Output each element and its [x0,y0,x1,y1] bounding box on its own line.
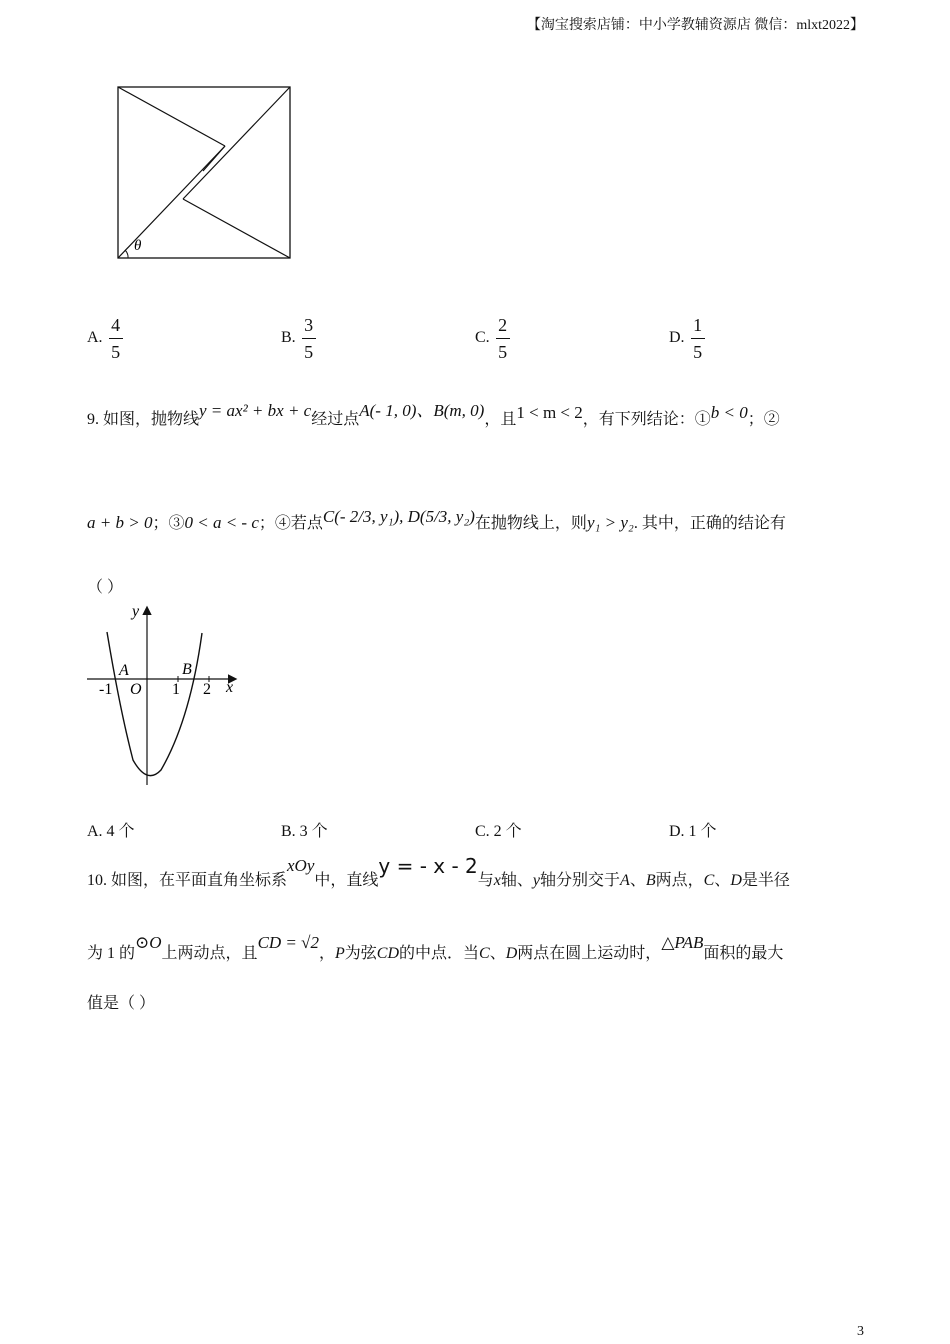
tick-2: 2 [203,681,211,698]
theta-label: θ [134,238,142,254]
pinwheel-square-figure [110,80,300,266]
q10-line-1: 10. 如图，在平面直角坐标系xOy中，直线y = - x - 2与x轴、y轴分别交于A、B两点，C、D是半径 [87,854,790,889]
parabola-graph [85,600,245,790]
point-a-label: A [119,662,129,679]
q9-option-d[interactable]: D. 1 个 [669,823,717,840]
fraction: $\frac{1}{5}$ [691,316,705,361]
fraction: $\frac{4}{5}$ [109,316,123,361]
page-header: 【淘宝搜索店铺：中小学教辅资源店 微信：mlxt2022】 [526,18,864,33]
q8-option-b[interactable]: B. $\frac{3}{5}$ [281,316,316,361]
y-axis-label: y [132,603,140,620]
fraction: $\frac{2}{5}$ [496,316,510,361]
q10-line-2: 为 1 的⊙O上两动点，且CD = √2，P为弦CD的中点．当C、D两点在圆上运动时，△PAB面积的最大 [87,933,784,962]
tick-minus-1: -1 [99,681,113,698]
q8-option-a[interactable]: A. $\frac{4}{5}$ [87,316,123,361]
q9-option-a[interactable]: A. 4 个 [87,823,135,840]
parabola-curve [107,632,202,776]
q8-option-c[interactable]: C. $\frac{2}{5}$ [475,316,510,361]
fraction: $\frac{3}{5}$ [302,316,316,361]
x-axis-label: x [226,679,234,696]
q9-option-b[interactable]: B. 3 个 [281,823,328,840]
page-number: 3 [857,1324,864,1339]
origin-label: O [130,681,142,698]
point-b-label: B [182,661,192,678]
q10-line-3: 值是（ ） [87,995,156,1012]
q8-option-d[interactable]: D. $\frac{1}{5}$ [669,316,705,361]
q9-line-1: 9. 如图，抛物线y = ax² + bx + c经过点A(- 1, 0)、B(m, 0)，且1 < m < 2，有下列结论：①b < 0；② [87,401,780,428]
q9-option-c[interactable]: C. 2 个 [475,823,522,840]
q9-line-2: a + b > 0；③0 < a < - c；④若点C(- 2/3, y₁), D(5/3, y₂)在抛物线上，则y₁ > y₂. 其中，正确的结论有 [87,507,786,532]
q9-answer-paren: （ ） [87,579,124,596]
tick-1: 1 [172,681,180,698]
